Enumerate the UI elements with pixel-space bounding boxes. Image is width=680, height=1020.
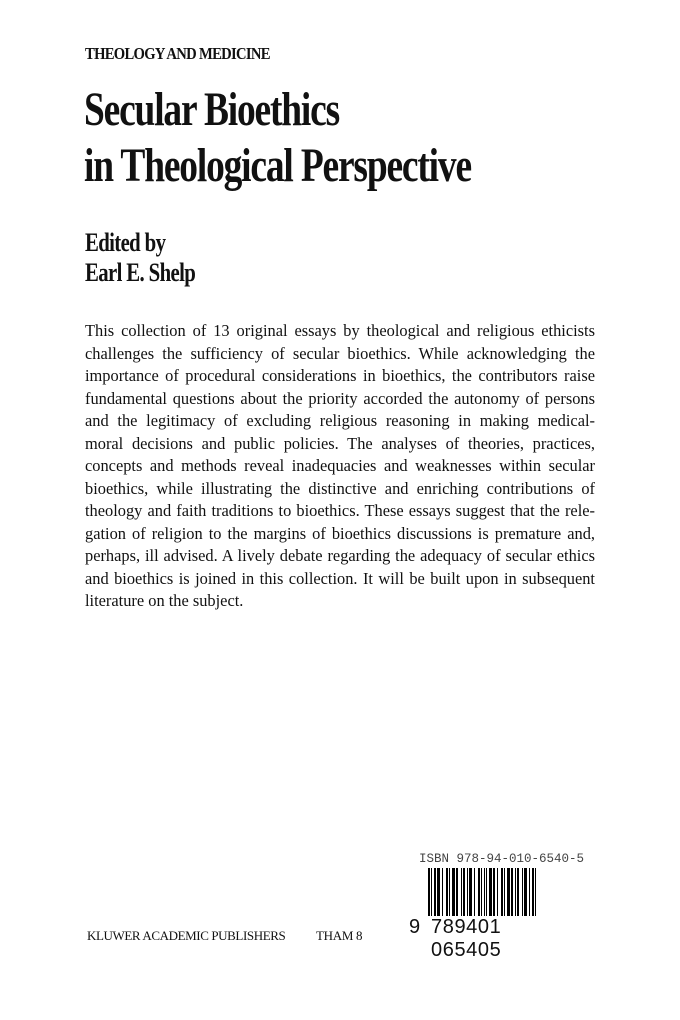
blurb-line: bioethics, while illustrating the distinctive and enriching contributions of [85,478,595,498]
title-line-2: in Theological Perspective [84,139,471,192]
blurb-line: importance of procedural considerations in bioethics, the contributors raise [85,366,595,385]
barcode-first-digit: 9 [409,916,421,938]
blurb-line: literature on the subject. [85,591,244,610]
editor-block [85,228,195,288]
blurb-line: challenges the sufficiency of secular bioethics. While acknowledging the [85,343,595,363]
blurb-line: moral decisions and public policies. The analyses of theories, practices, [85,433,595,453]
barcode-digits: 789401 065405 [428,916,560,962]
blurb-line: and bioethics is joined in this collection. It will be built upon in subsequent [85,568,595,588]
book-title [84,82,471,194]
blurb-line: fundamental questions about the priority accorded the autonomy of persons [85,388,595,408]
blurb-line: perhaps, ill advised. A lively debate regarding the adequacy of secular ethics [85,546,595,565]
blurb-line: This collection of 13 original essays by theological and religious ethicists [85,321,595,340]
edited-by-label: Edited by [85,228,166,257]
series-name: THEOLOGY AND MEDICINE [85,44,270,63]
blurb-paragraph [85,320,595,613]
editor-name: Earl E. Shelp [85,258,196,287]
isbn-label: ISBN 978-94-010-6540-5 [419,852,585,866]
blurb-line: gation of religion to the margins of bioethics discussions is premature and, [85,523,595,543]
blurb-line: and the legitimacy of excluding religious reasoning in making medical- [85,411,595,430]
blurb-line: theology and faith traditions to bioethics. These essays suggest that the rele- [85,501,595,520]
series-code: THAM 8 [316,928,363,943]
blurb-line: concepts and methods reveal inadequacies and weaknesses within secular [85,456,595,475]
publisher-name: KLUWER ACADEMIC PUBLISHERS [87,928,286,943]
title-line-1: Secular Bioethics [84,83,340,136]
